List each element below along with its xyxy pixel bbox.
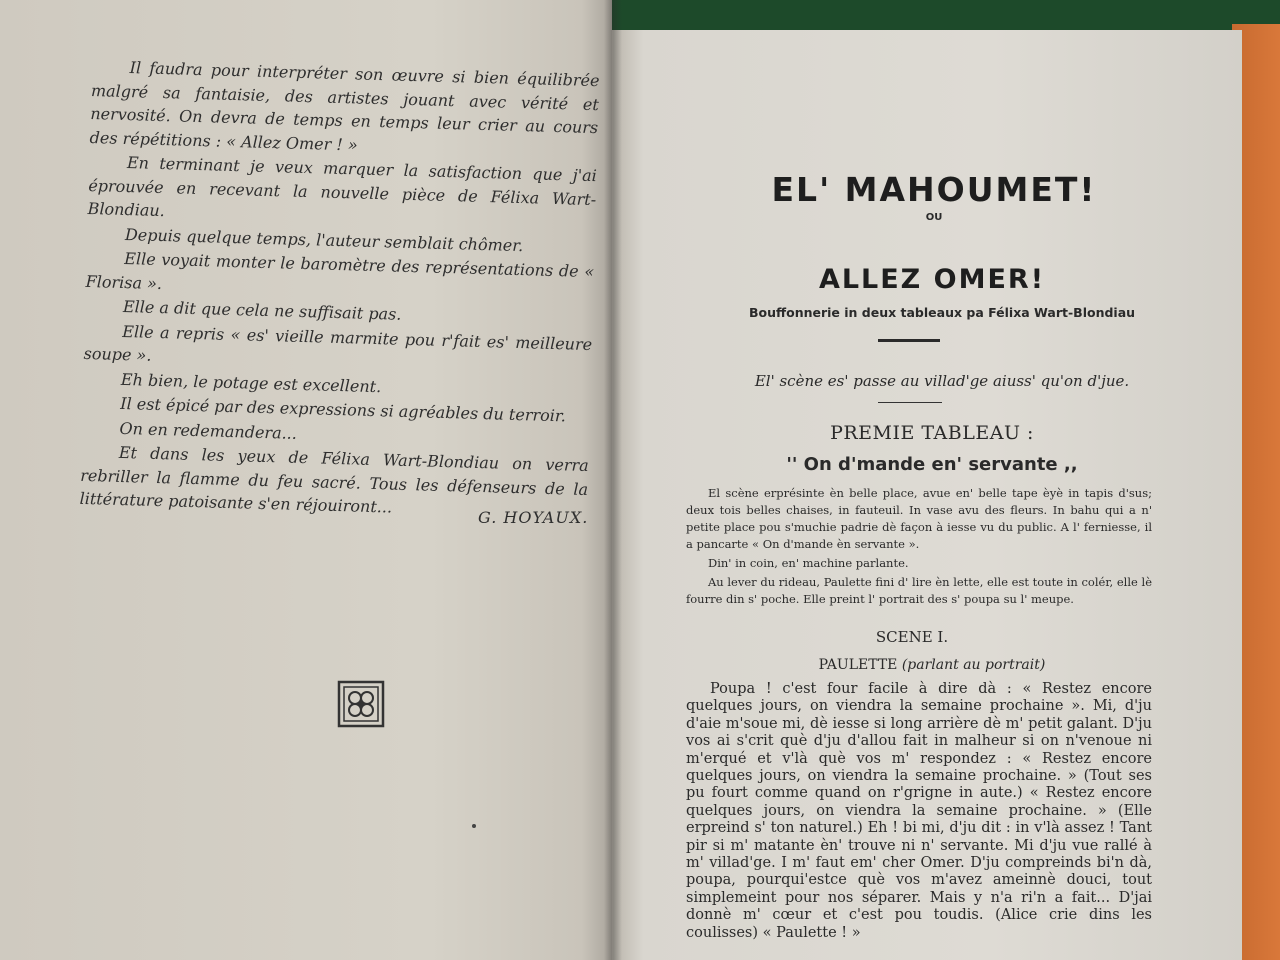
preface-paragraph: Il faudra pour interpréter son œuvre si bien équilibrée malgré sa fantaisie, des artistes jouant avec vérité et nervosité. On devra de temps en temps leur crier au cours des répétitions : « Allez Omer ! » xyxy=(89,58,600,154)
ink-speck xyxy=(472,824,476,828)
right-page xyxy=(612,30,1242,960)
preface-paragraph: On en redemandera... xyxy=(119,418,298,443)
tableau-heading: PREMIE TABLEAU : xyxy=(830,422,1034,444)
play-title: EL' MAHOUMET! xyxy=(771,170,1097,209)
divider xyxy=(878,402,942,403)
play-subtitle: Bouffonnerie in deux tableaux pa Félixa Wart-Blondiau xyxy=(748,305,1136,320)
scene-heading: SCENE I. xyxy=(875,628,949,646)
preface-paragraph: Depuis quelque temps, l'auteur semblait chômer. xyxy=(124,224,524,255)
book-gutter xyxy=(604,0,622,960)
stage-direction-paragraph: El scène erprésinte èn belle place, avue en' belle tape èyè in tapis d'sus; deux tois belles chaises, in fauteuil. In vase avu des fleurs. In bahu qui a n' petite place pou s'muchie padrie dè façon à iesse vu du public. A l' ferniesse, il a pancarte « On d'mande èn servante ». xyxy=(686,486,1152,551)
play-alternate-title: ALLEZ OMER! xyxy=(818,264,1046,295)
divider xyxy=(878,339,940,342)
preface-paragraph: Elle a repris « es' vieille marmite pou r'fait es' meilleure soupe ». xyxy=(83,321,593,365)
stage-direction-paragraph: Au lever du rideau, Paulette fini d' lire èn lette, elle est toute in colér, elle lè fourre din s' poche. Elle preint l' portrait des s' poupa su l' meupe. xyxy=(686,575,1152,606)
preface-text xyxy=(79,55,600,526)
preface-paragraph: Et dans les yeux de Félixa Wart-Blondiau on verra rebriller la flamme du feu sacré. Tous les défenseurs de la littérature patoisante s'en réjouiront... xyxy=(79,442,589,517)
stage-directions xyxy=(686,485,1152,610)
dialogue-text xyxy=(686,681,1152,942)
signature: G. HOYAUX. xyxy=(478,508,589,527)
preface-paragraph: Il est épicé par des expressions si agréables du terroir. xyxy=(120,393,567,426)
left-page xyxy=(0,0,612,960)
preface-paragraph: Eh bien, le potage est excellent. xyxy=(120,369,382,396)
floral-square-ornament-icon xyxy=(337,680,385,728)
dialogue-paragraph: Poupa ! c'est four facile à dire dà : « Restez encore quelques jours, on viendra la semaine prochaine ». Mi, d'ju d'aie m'soue mi, dè iesse si long arrière dè m' petit galant. D'ju vos ai s'crit què d'ju d'allou fait in malheur si on n'venoue ni m'erqué et v'là què vos m' respondez : « Restez encore quelques jours, on viendra la semaine prochaine. » (Tout ses pu fourt comme quand on r'grigne in aute.) « Restez encore quelques jours, on viendra la semaine prochaine. » (Elle erpreind s' ton naturel.) Eh ! bi mi, d'ju dit : in v'là assez ! Tant pir si m' matante èn' trouve ni n' servante. Mi d'ju vue rallé à m' villad'ge. I m' faut em' cher Omer. D'ju compreinds bi'n dà, poupa, pourqui'estce què vos m'avez ameinnè douci, tout simplemeint pour nos séparer. Mais y n'a ri'n a fait... D'jai donnè m' cœur et c'est pou toudis. (Alice crie dins les coulisses) « Paulette ! » xyxy=(686,681,1152,941)
speaker-line xyxy=(732,657,1132,673)
speaker-name: PAULETTE xyxy=(818,657,902,673)
tableau-subtitle: '' On d'mande en' servante ,, xyxy=(786,454,1078,475)
preface-paragraph: En terminant je veux marquer la satisfaction que j'ai éprouvée en recevant la nouvelle pièce de Félixa Wart-Blondiau. xyxy=(87,153,598,221)
preface-paragraph: Elle voyait monter le baromètre des représentations de « Florisa ». xyxy=(85,248,595,293)
stage-direction-paragraph: Din' in coin, en' machine parlante. xyxy=(708,556,909,570)
title-conjunction: OU xyxy=(925,212,943,223)
setting-line: El' scène es' passe au villad'ge aiuss' qu'on d'jue. xyxy=(754,372,1130,390)
speaker-direction: (parlant au portrait) xyxy=(901,657,1046,673)
preface-paragraph: Elle a dit que cela ne suffisait pas. xyxy=(122,296,402,324)
